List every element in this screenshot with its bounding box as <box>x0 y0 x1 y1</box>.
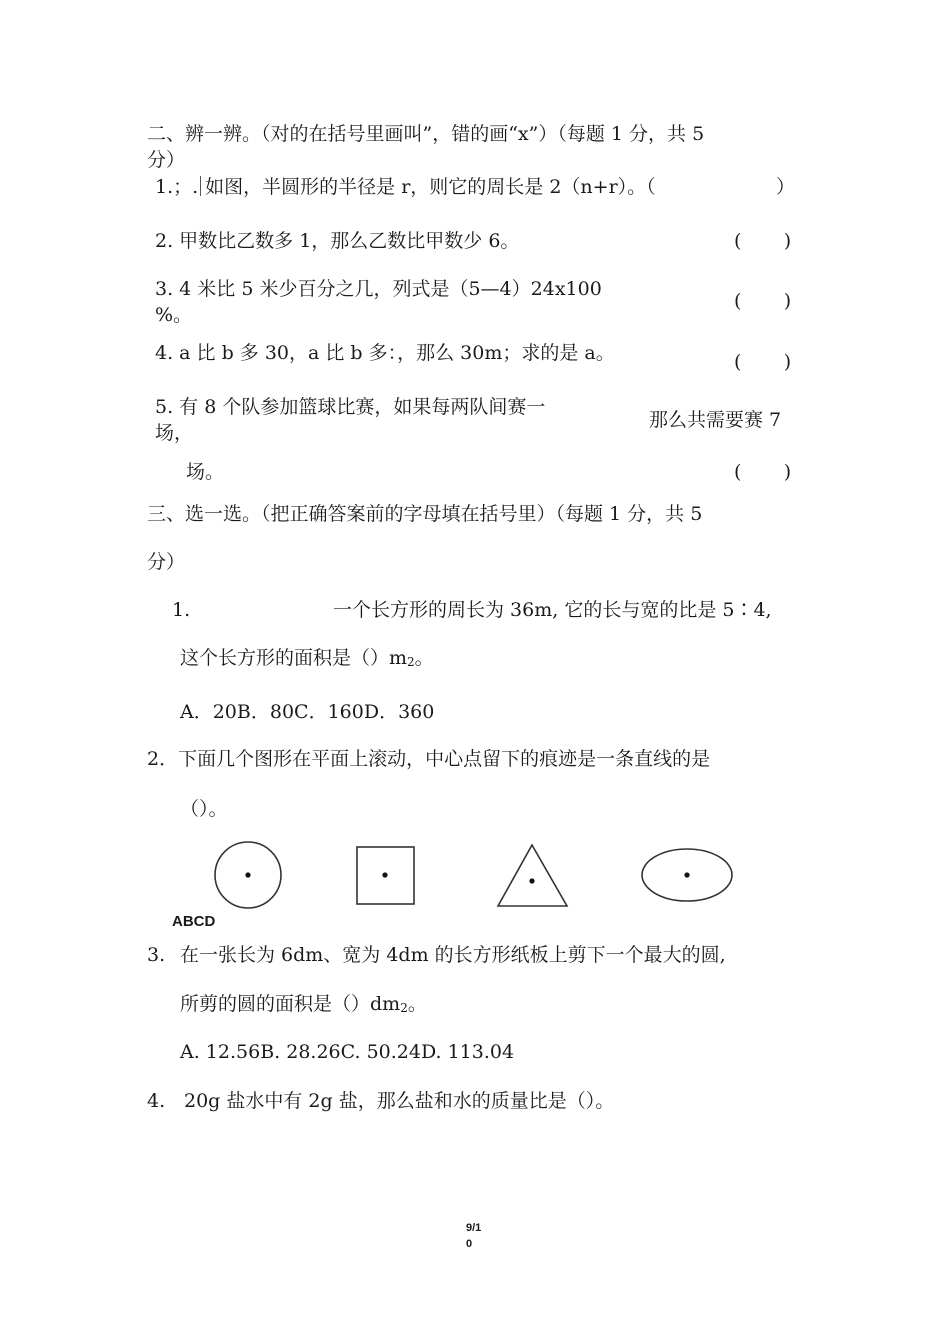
rolling-shapes-figure <box>200 835 760 915</box>
triangle-shape <box>498 845 567 906</box>
q2-5-right: 那么共需要赛 7 <box>649 409 782 431</box>
ellipse-shape <box>642 849 732 901</box>
q3-2-cont: （）。 <box>180 798 228 820</box>
q2-4-answer-paren[interactable]: ( ) <box>734 351 792 373</box>
q2-5-cont: 场， <box>155 422 194 444</box>
q3-3-unit-exponent: 2 <box>400 1001 408 1015</box>
q3-4-number: 4. <box>147 1090 166 1112</box>
q3-1-cont-end: 。 <box>414 647 434 669</box>
q2-3-cont: %。 <box>155 304 193 326</box>
q3-1-unit-exponent: 2 <box>407 655 415 669</box>
page-number-cont: 0 <box>466 1238 473 1250</box>
q2-1-prefix: 1.；. <box>155 176 199 198</box>
q3-1: 一个长方形的周长为 36m, 它的长与宽的比是 5∶4, <box>333 599 772 621</box>
q3-4: 20g 盐水中有 2g 盐，那么盐和水的质量比是（）。 <box>184 1090 615 1112</box>
q3-2: 2．下面几个图形在平面上滚动，中心点留下的痕迹是一条直线的是 <box>147 748 711 770</box>
circle-shape <box>215 842 281 908</box>
q3-1-cont <box>180 646 434 674</box>
q3-3-cont-end: 。 <box>407 993 427 1015</box>
q2-1 <box>155 175 656 199</box>
section3-heading: 三、选一选。（把正确答案前的字母填在括号里）（每题 1 分，共 5 <box>147 503 703 525</box>
q2-3-answer-paren[interactable]: ( ) <box>734 290 792 312</box>
q2-2-answer-paren[interactable]: ( ) <box>734 230 792 252</box>
q3-1-options: A．20B．80C．160D．360 <box>180 701 435 723</box>
q2-1-text: 如图，半圆形的半径是 r，则它的周长是 2（n+r）。（ <box>205 176 656 198</box>
section2-heading-cont: 分） <box>147 149 186 171</box>
square-shape <box>357 847 414 904</box>
q3-3-cont <box>180 992 427 1020</box>
q3-3-number: 3. <box>147 944 166 966</box>
page-number: 9/1 <box>466 1222 482 1234</box>
section3-heading-cont: 分） <box>147 551 186 573</box>
q2-4: 4. a 比 b 多 30，a 比 b 多：，那么 30m；求的是 a。 <box>155 342 615 364</box>
figure-labels: ABCD <box>172 913 216 930</box>
q3-3-cont-text: 所剪的圆的面积是（）dm <box>180 993 401 1015</box>
section2-heading: 二、辨一辨。（对的在括号里画叫”，错的画“x”）（每题 1 分，共 5 <box>147 123 705 145</box>
q2-1-close-paren: ） <box>776 176 796 198</box>
q2-2: 2. 甲数比乙数多 1，那么乙数比甲数少 6。 <box>155 230 520 252</box>
q3-1-number: 1. <box>172 599 191 621</box>
q2-5: 5. 有 8 个队参加篮球比赛，如果每两队间赛一 <box>155 396 546 418</box>
q2-3: 3. 4 米比 5 米少百分之几，列式是（5—4）24x100 <box>155 278 602 300</box>
q3-3-options: A. 12.56B. 28.26C. 50.24D. 113.04 <box>180 1041 515 1063</box>
q3-1-cont-text: 这个长方形的面积是（）m <box>180 647 408 669</box>
q3-3: 在一张长为 6dm、宽为 4dm 的长方形纸板上剪下一个最大的圆, <box>180 944 726 966</box>
q2-5-cont2: 场。 <box>186 461 225 483</box>
q2-5-answer-paren[interactable]: ( ) <box>734 461 792 483</box>
text-cursor-mark <box>200 176 201 196</box>
